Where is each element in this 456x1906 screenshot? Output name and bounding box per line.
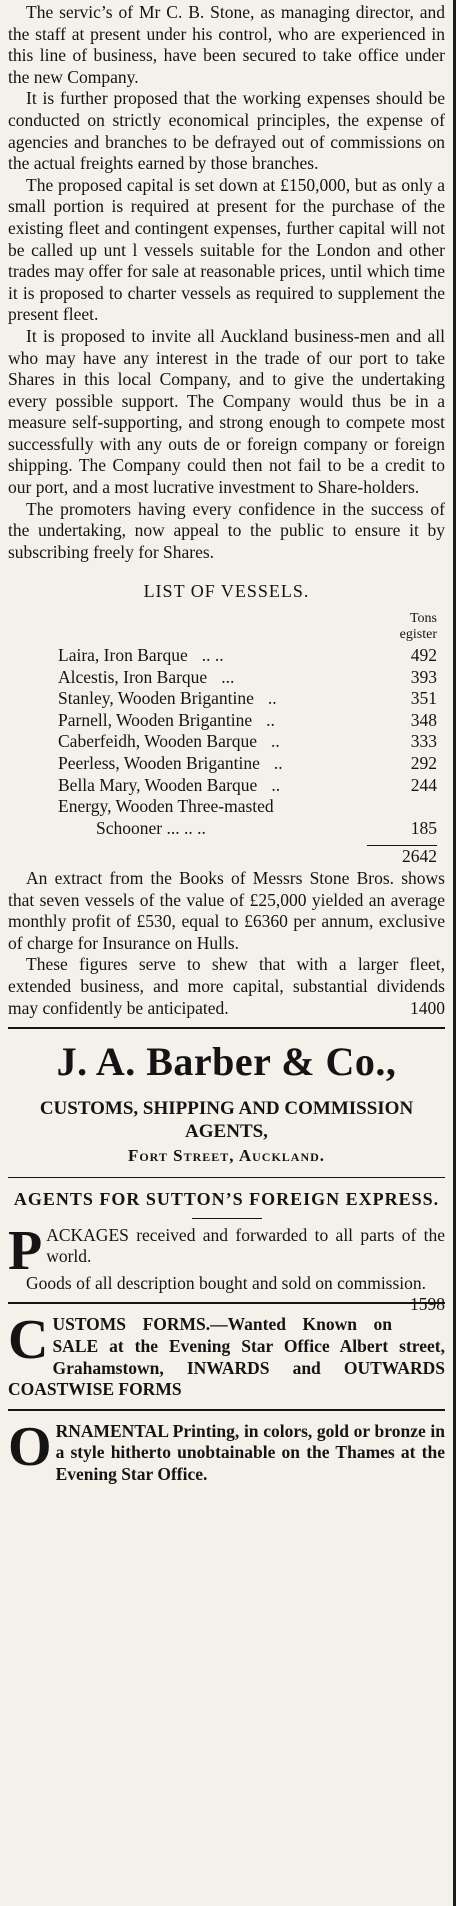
leader-dots: .. [270,731,280,752]
leader-dots: .. [266,709,275,730]
vessel-tons: 348 [410,709,437,730]
vessel-name [58,667,234,689]
leader-dots: ... .. .. [166,817,206,838]
paragraph-management: The servic’s of Mr C. B. Stone, as managing director, and the staff at present under his control, who are experienced in this line of business, have been secured to take office under the new Company. [8,2,445,87]
vessel-row [8,753,445,775]
paragraph-extract: An extract from the Books of Messrs Stone Bros. shows that seven vessels of the value of £25,000 yielded an average monthly profit of £530, equal to £6360 per annum, exclusive of charge for Insurance on Hulls. [8,867,445,953]
vessel-list-title: LIST OF VESSELS. [143,581,310,602]
customs-text: USTOMS FORMS.—Wanted Known on SALE at the Evening Star Office Albert street, Grahamstown, INWARDS and OUTWARDS COASTWISE FORMS [8,1314,445,1400]
vessel-name [58,796,274,839]
vessel-name-text: Caberfeidh, Wooden Barque [58,731,257,752]
ornamental-text: RNAMENTAL Printing, in colors, gold or bronze in a style hitherto unobtainable on the Thames at the Evening Star Office. [55,1420,445,1484]
vessel-row [8,667,445,689]
leader-dots: .. [273,753,283,773]
vessel-tons: 244 [410,774,437,795]
dropcap-letter: P [8,1219,43,1282]
customs-advertisement [8,1309,445,1400]
packages-notice [8,1219,445,1282]
vessel-tons: 333 [410,731,437,752]
vessel-row [8,710,445,732]
vessel-row [8,645,445,667]
leader-dots: .. [267,688,277,709]
customs-notice [8,1309,445,1400]
vessel-total: 2642 [402,846,437,867]
agents-heading: AGENTS FOR SUTTON’S FOREIGN EXPRESS. [13,1188,440,1209]
vessel-name-text: Stanley, Wooden Brigantine [58,688,254,709]
extract-section [8,868,445,1019]
vessel-list [8,581,445,868]
dropcap-letter: C [8,1309,49,1372]
vessel-tons: 393 [410,666,437,687]
divider [8,1409,445,1411]
vessel-name-text: Bella Mary, Wooden Barque [58,774,258,795]
vessel-row [8,775,445,797]
vessel-tons: 351 [410,688,437,709]
barber-services: CUSTOMS, SHIPPING AND COMMISSION AGENTS, [39,1098,414,1143]
tons-register-header [8,611,445,643]
ad-reference-number: 1598 [410,1294,445,1315]
barber-advertisement [8,1039,445,1167]
agents-advertisement [8,1188,445,1315]
divider [8,1302,445,1304]
prospectus-section [8,2,445,563]
barber-company-name: J. A. Barber & Co., [56,1039,397,1085]
leader-dots: .. [271,774,281,795]
vessel-name [58,645,224,667]
leader-dots: .. .. [201,645,224,666]
ad-reference-number: 1400 [410,997,445,1018]
paragraph-appeal: The promoters having every confidence in the success of the undertaking, now appeal to the public to ensure it by subscribing freely for Shares. [8,498,445,562]
paragraph-invitation: It is proposed to invite all Auckland business-men and all who may have any interest in the trade of our port to take Shares in this local Company, and to give the undertaking every possible support. The Company would thus be in a measure self-supporting, and strong enough to compete most successfully with any outs de or foreign company or foreign shipping. The Company could then not fail to be a credit to our port, and a most lucrative investment to Share-holders. [8,325,445,498]
vessel-name [58,688,277,710]
vessel-name-text: Parnell, Wooden Brigantine [58,709,253,730]
vessel-name [58,775,280,797]
vessel-name-text: Alcestis, Iron Barque [58,666,208,687]
vessel-name [58,710,275,732]
ornamental-notice [8,1415,445,1486]
divider [8,1177,445,1178]
dropcap-letter: O [8,1415,52,1478]
vessel-tons: 185 [410,817,437,838]
goods-text: Goods of all description bought and sold on commission. [26,1272,427,1293]
vessel-row [8,688,445,710]
vessel-row [8,731,445,753]
vessel-name-line2: Schooner [96,817,163,838]
paragraph-figures [8,954,445,1019]
goods-notice [8,1272,445,1315]
paragraph-expenses: It is further proposed that the working expenses should be conducted on strictly economical principles, the expense of agencies and branches to be defrayed out of commissions on the actual freights earned by those branches. [8,88,445,174]
short-divider [192,1218,262,1219]
tons-header-line2: egister [399,627,437,643]
leader-dots: ... [221,666,235,687]
divider [8,1027,445,1029]
vessel-row [8,796,445,839]
packages-text: ACKAGES received and forwarded to all parts of the world. [46,1224,445,1267]
paragraph-figures-text: These figures serve to shew that with a larger fleet, extended business, and more capital, substantial dividends may confidently be anticipated. [8,954,445,1018]
ornamental-advertisement [8,1415,445,1486]
vessel-name [58,753,283,775]
vessel-rows [8,645,445,796]
vessel-tons: 292 [410,753,437,773]
vessel-tons: 492 [410,645,437,666]
vessel-name-text: Peerless, Wooden Brigantine [58,753,260,773]
vessel-name-line1: Energy, Wooden Three-masted [58,796,274,817]
tons-header-line1: Tons [409,611,437,627]
vessel-name [58,731,280,753]
paragraph-capital: The proposed capital is set down at £150,000, but as only a small portion is required at present for the purchase of the existing fleet and contingent expenses, further capital will not be called up unt l vessels suitable for the London and other trades may offer for sale at reasonable prices, until which time it is proposed to charter vessels as required to supplement the present fleet. [8,174,445,325]
vessel-name-text: Laira, Iron Barque [58,645,188,666]
barber-address: Fort Street, Auckland. [127,1146,326,1166]
